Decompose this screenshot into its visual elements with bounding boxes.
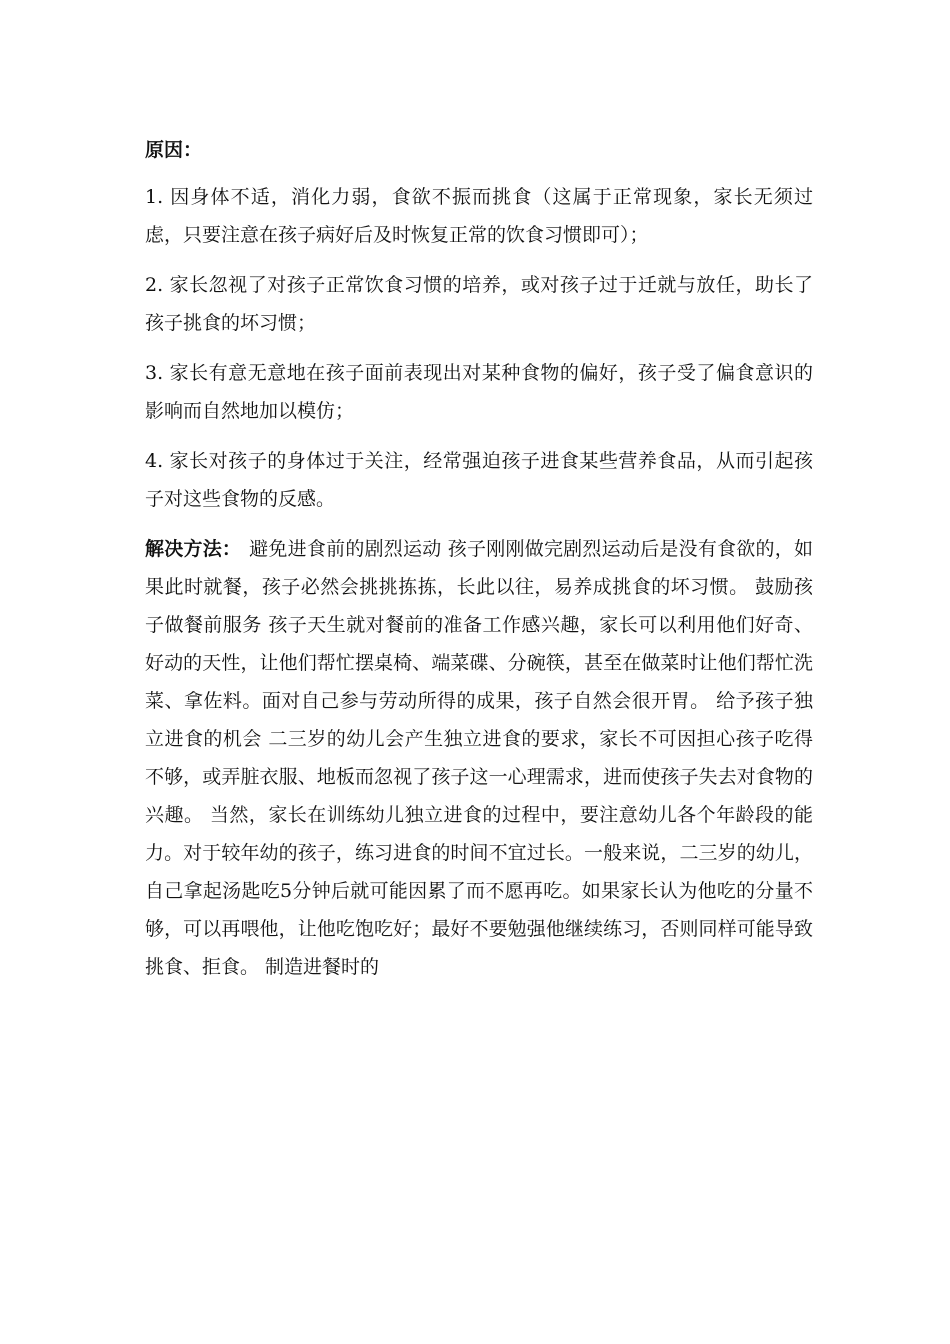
reason-number: 2. — [145, 274, 164, 296]
document-page — [145, 132, 813, 986]
reason-item-2 — [145, 266, 813, 342]
reason-item-1 — [145, 178, 813, 254]
reason-item-4 — [145, 442, 813, 518]
reason-number: 3. — [145, 362, 164, 384]
reasons-heading: 原因： — [145, 139, 203, 161]
reason-item-3 — [145, 354, 813, 430]
reason-text: 因身体不适，消化力弱，食欲不振而挑食（这属于正常现象，家长无须过虑，只要注意在孩子病好后及时恢复正常的饮食习惯即可）； — [145, 186, 813, 246]
reason-number: 4. — [145, 450, 164, 472]
reason-number: 1. — [145, 186, 164, 208]
solution-paragraph — [145, 530, 813, 986]
reason-text: 家长有意无意地在孩子面前表现出对某种食物的偏好，孩子受了偏食意识的影响而自然地加以模仿； — [145, 362, 813, 422]
reason-text: 家长对孩子的身体过于关注，经常强迫孩子进食某些营养食品，从而引起孩子对这些食物的反感。 — [145, 450, 813, 510]
solution-text: 避免进食前的剧烈运动 孩子刚刚做完剧烈运动后是没有食欲的，如果此时就餐，孩子必然会挑挑拣拣，长此以往，易养成挑食的坏习惯。 鼓励孩子做餐前服务 孩子天生就对餐前的准备工作感兴趣，家长可以利用他们好奇、好动的天性，让他们帮忙摆桌椅、端菜碟、分碗筷，甚至在做菜时让他们帮忙洗菜、拿佐料。面对自己参与劳动所得的成果，孩子自然会很开胃。 给予孩子独立进食的机会 二三岁的幼儿会产生独立进食的要求，家长不可因担心孩子吃得不够，或弄脏衣服、地板而忽视了孩子这一心理需求，进而使孩子失去对食物的兴趣。 当然，家长在训练幼儿独立进食的过程中，要注意幼儿各个年龄段的能力。对于较年幼的孩子，练习进食的时间不宜过长。一般来说，二三岁的幼儿，自己拿起汤匙吃5分钟后就可能因累了而不愿再吃。如果家长认为他吃的分量不够，可以再喂他，让他吃饱吃好；最好不要勉强他继续练习，否则同样可能导致挑食、拒食。 制造进餐时的 — [145, 538, 813, 978]
reason-text: 家长忽视了对孩子正常饮食习惯的培养，或对孩子过于迁就与放任，助长了孩子挑食的坏习惯； — [145, 274, 813, 334]
solution-label: 解决方法： — [145, 538, 242, 560]
